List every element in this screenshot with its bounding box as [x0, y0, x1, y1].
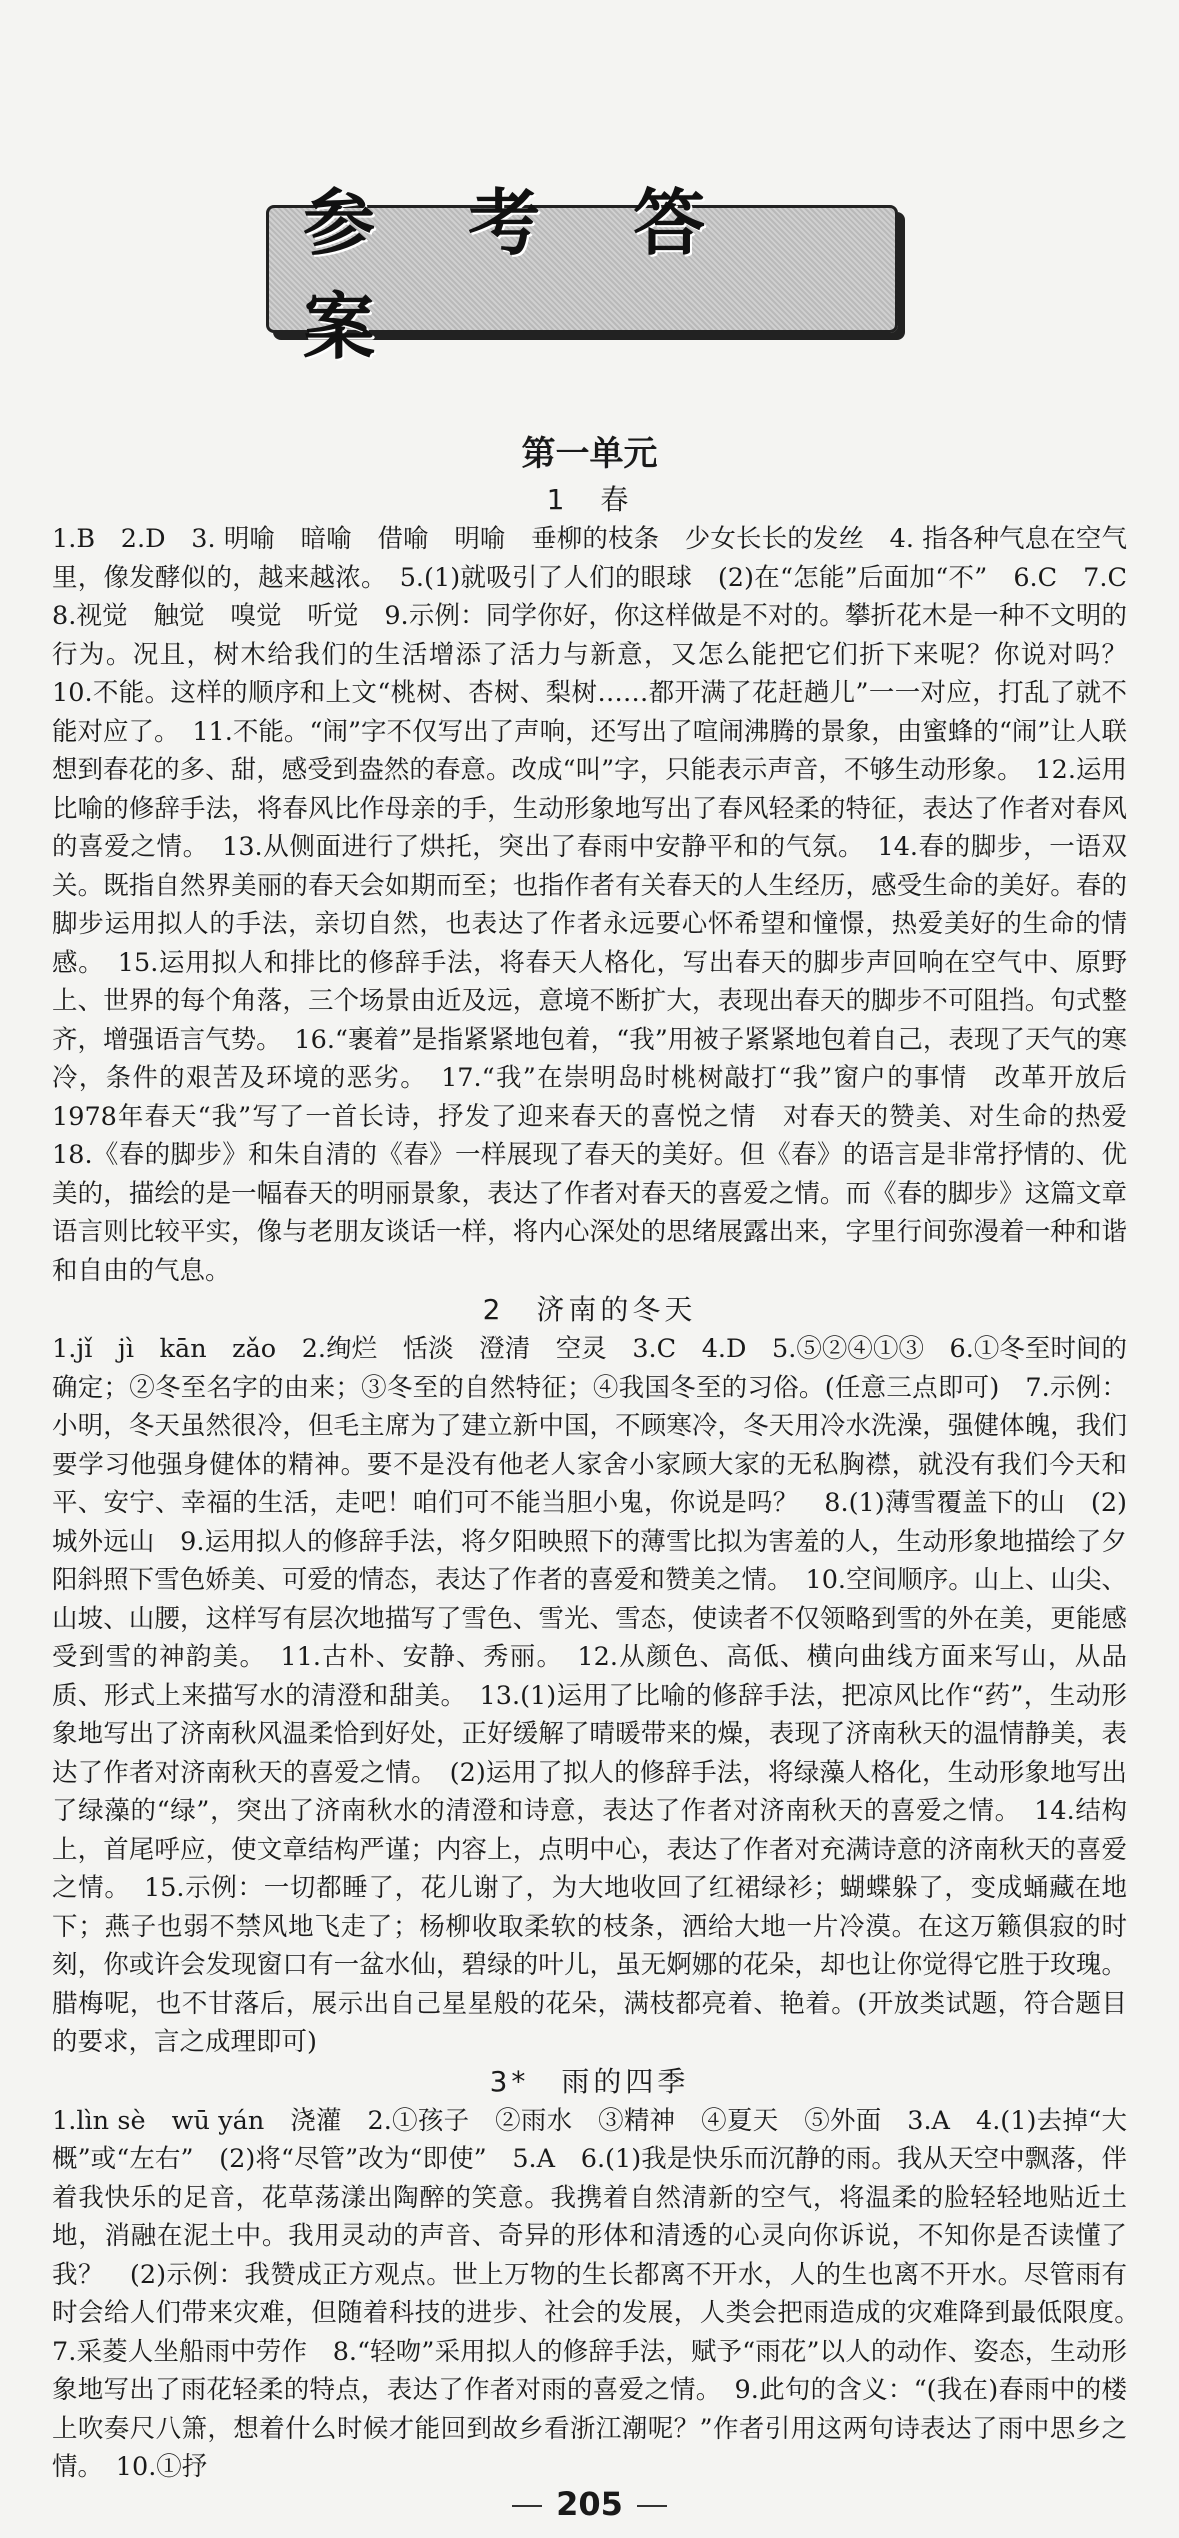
answer-key-banner [266, 181, 898, 369]
lesson-answers-2: 1.jǐ jì kān zǎo 2.绚烂 恬淡 澄清 空灵 3.C 4.D 5.⑤②④①③ 6.①冬至时间的确定；②冬至名字的由来；③冬至的自然特征；④我国冬至的习俗。(任意三点即可) 7.示例：小明，冬天虽然很冷，但毛主席为了建立新中国，不顾寒冷，冬天用冷水洗澡，强健体魄，我们要学习他强身健体的精神。要不是没有他老人家舍小家顾大家的无私胸襟，就没有我们今天和平、安宁、幸福的生活，走吧！咱们可不能当胆小鬼，你说是吗？ 8.(1)薄雪覆盖下的山 (2)城外远山 9.运用拟人的修辞手法，将夕阳映照下的薄雪比拟为害羞的人，生动形象地描绘了夕阳斜照下雪色娇美、可爱的情态，表达了作者的喜爱和赞美之情。 10.空间顺序。山上、山尖、山坡、山腰，这样写有层次地描写了雪色、雪光、雪态，使读者不仅领略到雪的外在美，更能感受到雪的神韵美。 11.古朴、安静、秀丽。 12.从颜色、高低、横向曲线方面来写山，从品质、形式上来描写水的清澄和甜美。 13.(1)运用了比喻的修辞手法，把凉风比作“药”，生动形象地写出了济南秋风温柔恰到好处，正好缓解了晴暖带来的燥，表现了济南秋天的温情静美，表达了作者对济南秋天的喜爱之情。 (2)运用了拟人的修辞手法，将绿藻人格化，生动形象地写出了绿藻的“绿”，突出了济南秋水的清澄和诗意，表达了作者对济南秋天的喜爱之情。 14.结构上，首尾呼应，使文章结构严谨；内容上，点明中心，表达了作者对充满诗意的济南秋天的喜爱之情。 15.示例：一切都睡了，花儿谢了，为大地收回了红裙绿衫；蝴蝶躲了，变成蛹藏在地下；燕子也弱不禁风地飞走了；杨柳收取柔软的枝条，洒给大地一片冷漠。在这万籁俱寂的时刻，你或许会发现窗口有一盆水仙，碧绿的叶儿，虽无婀娜的花朵，却也让你觉得它胜于玫瑰。腊梅呢，也不甘落后，展示出自己星星般的花朵，满枝都亮着、艳着。(开放类试题，符合题目的要求，言之成理即可) [52, 1334, 1127, 2057]
lesson-answers-1: 1.B 2.D 3. 明喻 暗喻 借喻 明喻 垂柳的枝条 少女长长的发丝 4. 指各种气息在空气里，像发酵似的，越来越浓。 5.(1)就吸引了人们的眼球 (2)在“怎能”后面加“不” 6.C 7.C 8.视觉 触觉 嗅觉 听觉 9.示例：同学你好，你这样做是不对的。攀折花木是一种不文明的行为。况且，树木给我们的生活增添了活力与新意，又怎么能把它们折下来呢？你说对吗？ 10.不能。这样的顺序和上文“桃树、杏树、梨树……都开满了花赶趟儿”一一对应，打乱了就不能对应了。 11.不能。“闹”字不仅写出了声响，还写出了喧闹沸腾的景象，由蜜蜂的“闹”让人联想到春花的多、甜，感受到盎然的春意。改成“叫”字，只能表示声音，不够生动形象。 12.运用比喻的修辞手法，将春风比作母亲的手，生动形象地写出了春风轻柔的特征，表达了作者对春风的喜爱之情。 13.从侧面进行了烘托，突出了春雨中安静平和的气氛。 14.春的脚步，一语双关。既指自然界美丽的春天会如期而至；也指作者有关春天的人生经历，感受生命的美好。春的脚步运用拟人的手法，亲切自然，也表达了作者永远要心怀希望和憧憬，热爱美好的生命的情感。 15.运用拟人和排比的修辞手法，将春天人格化，写出春天的脚步声回响在空气中、原野上、世界的每个角落，三个场景由近及远，意境不断扩大，表现出春天的脚步不可阻挡。句式整齐，增强语言气势。 16.“裹着”是指紧紧地包着，“我”用被子紧紧地包着自己，表现了天气的寒冷，条件的艰苦及环境的恶劣。 17.“我”在崇明岛时桃树敲打“我”窗户的事情 改革开放后1978年春天“我”写了一首长诗，抒发了迎来春天的喜悦之情 对春天的赞美、对生命的热爱 18.《春的脚步》和朱自清的《春》一样展现了春天的美好。但《春》的语言是非常抒情的、优美的，描绘的是一幅春天的明丽景象，表达了作者对春天的喜爱之情。而《春的脚步》这篇文章语言则比较平实，像与老朋友谈话一样，将内心深处的思绪展露出来，字里行间弥漫着一种和谐和自由的气息。 [52, 524, 1153, 1286]
page-title: 参 考 答 案 [303, 181, 740, 369]
page-number [0, 2485, 1179, 2523]
left-dash [512, 2505, 542, 2507]
page-number-value: 205 [556, 2485, 623, 2523]
answer-content [52, 430, 1153, 2487]
right-dash [637, 2505, 667, 2507]
lesson-answers-3: 1.lìn sè wū yán 浇灌 2.①孩子 ②雨水 ③精神 ④夏天 ⑤外面 3.A 4.(1)去掉“大概”或“左右” (2)将“尽管”改为“即使” 5.A 6.(1)我是快乐而沉静的雨。我从天空中飘落，伴着我快乐的足音，花草荡漾出陶醉的笑意。我携着自然清新的空气，将温柔的脸轻轻地贴近土地，消融在泥土中。我用灵动的声音、奇异的形体和清透的心灵向你诉说，不知你是否读懂了我？ (2)示例：我赞成正方观点。世上万物的生长都离不开水，人的生也离不开水。尽管雨有时会给人们带来灾难，但随着科技的进步、社会的发展，人类会把雨造成的灾难降到最低限度。 7.采菱人坐船雨中劳作 8.“轻吻”采用拟人的修辞手法，赋予“雨花”以人的动作、姿态，生动形象地写出了雨花轻柔的特点，表达了作者对雨的喜爱之情。 9.此句的含义：“(我在)春雨中的楼上吹奏尺八箫，想着什么时候才能回到故乡看浙江潮呢？”作者引用这两句诗表达了雨中思乡之情。 10.①抒 [52, 2105, 1153, 2482]
unit-title: 第一单元 [521, 434, 658, 474]
lesson-title-3: 3* 雨的四季 [489, 2064, 690, 2098]
lesson-title-2: 2 济南的冬天 [482, 1293, 697, 1326]
lesson-title-1: 1 春 [546, 483, 633, 516]
